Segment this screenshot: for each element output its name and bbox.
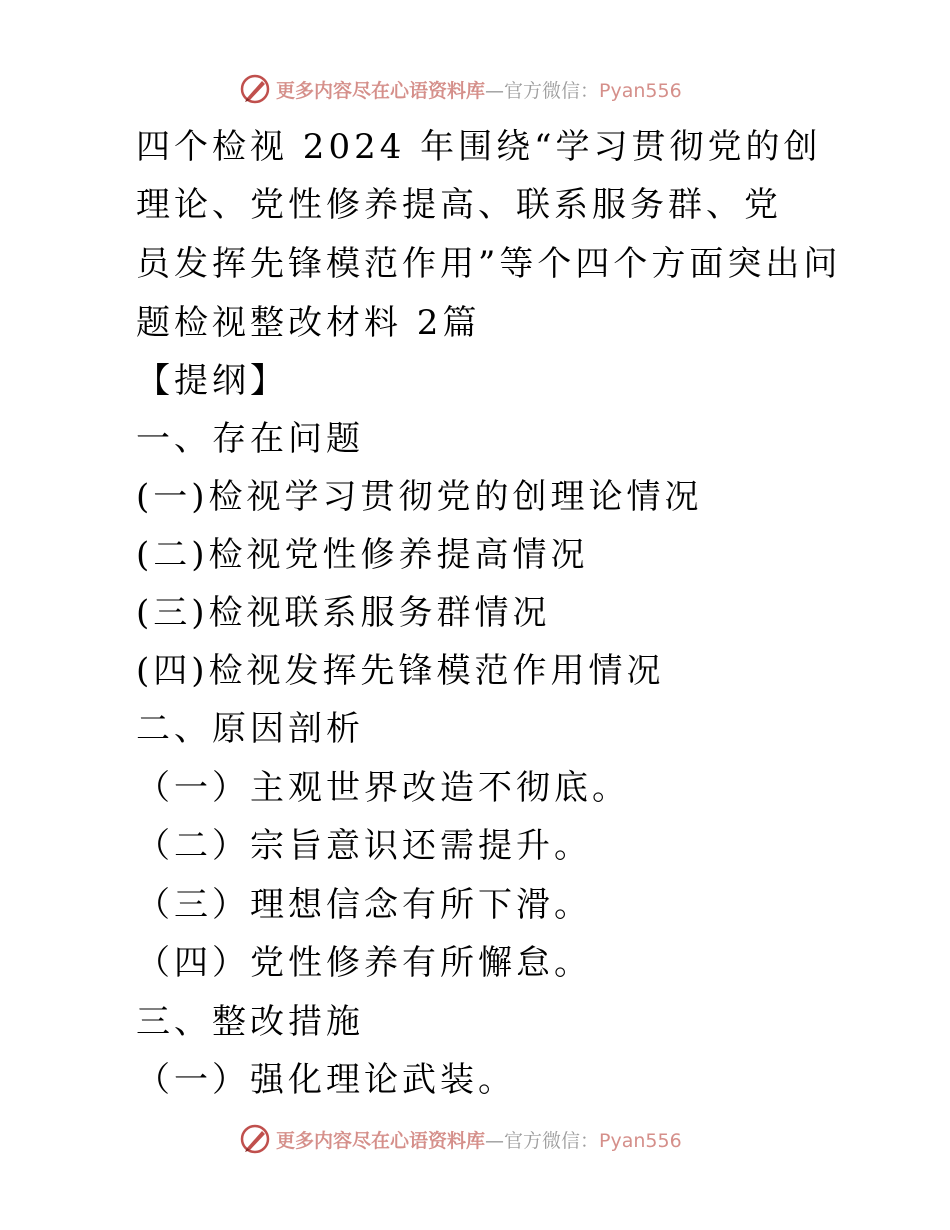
pen-logo-icon <box>238 1122 272 1156</box>
section-heading: 三、整改措施 <box>136 1002 364 1042</box>
title-line: 四个检视 2024 年围绕“学习贯彻党的创 <box>136 127 822 167</box>
watermark-text: 更多内容尽在心语资料库—官方微信：Pyan556 <box>276 79 682 102</box>
outline-item: （三）理想信念有所下滑。 <box>136 885 592 925</box>
outline-item: （一）强化理论武装。 <box>136 1060 516 1100</box>
header-watermark <box>238 72 682 106</box>
outline-item: (二)检视党性修养提高情况 <box>136 535 589 575</box>
section-heading: 二、原因剖析 <box>136 709 364 749</box>
outline-item: (四)检视发挥先锋模范作用情况 <box>136 651 665 691</box>
watermark-text: 更多内容尽在心语资料库—官方微信：Pyan556 <box>276 1129 682 1152</box>
title-line: 员发挥先锋模范作用”等个四个方面突出问 <box>136 244 842 284</box>
footer-watermark <box>238 1122 682 1156</box>
title-line: 理论、党性修养提高、联系服务群、党 <box>136 185 782 225</box>
section-heading: 一、存在问题 <box>136 419 364 459</box>
pen-logo-icon <box>238 72 272 106</box>
outline-item: (三)检视联系服务群情况 <box>136 593 551 633</box>
outline-item: (一)检视学习贯彻党的创理论情况 <box>136 477 703 517</box>
outline-item: （四）党性修养有所懈怠。 <box>136 943 592 983</box>
outline-heading: 【提纲】 <box>136 361 288 401</box>
outline-item: （二）宗旨意识还需提升。 <box>136 826 592 866</box>
outline-item: （一）主观世界改造不彻底。 <box>136 768 630 808</box>
title-line: 题检视整改材料 2篇 <box>136 303 481 343</box>
